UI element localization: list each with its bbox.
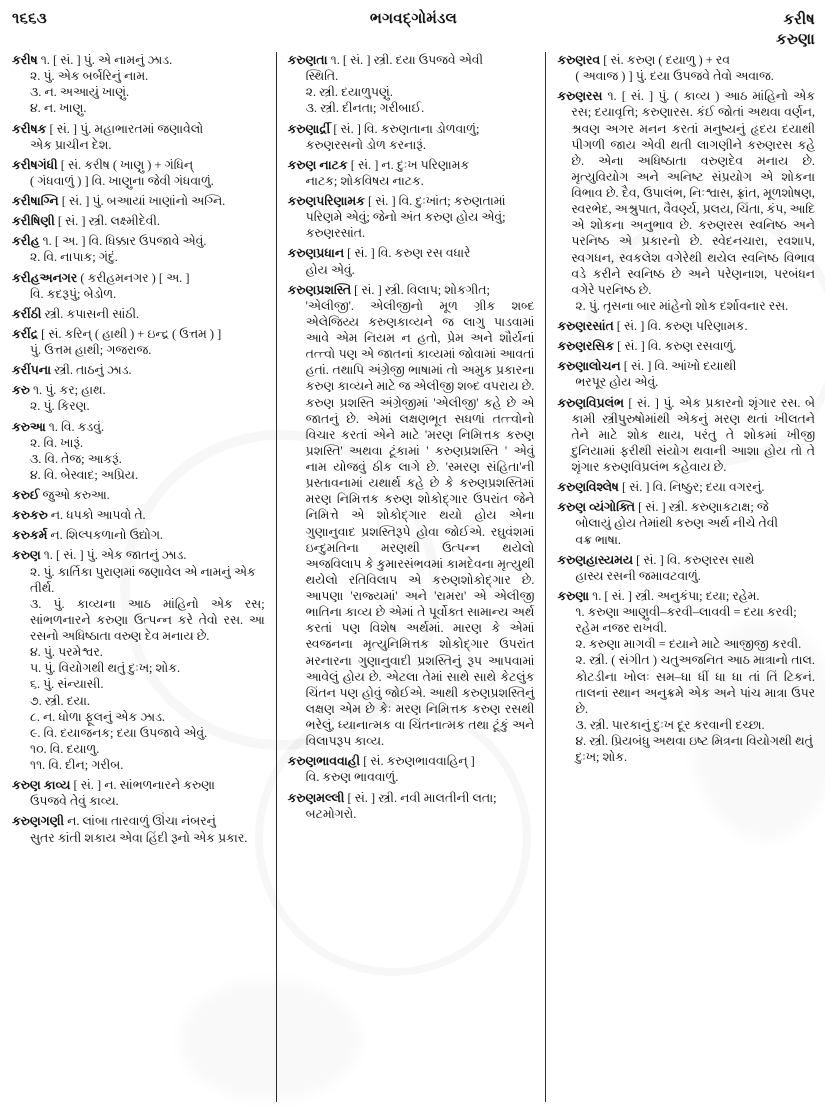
entry-sense-line: એક પ્રાચીન દેશ. <box>30 137 112 152</box>
entry-headword-line: કરુ ૧. પું. કર; હાથ. <box>12 383 106 398</box>
headword: કરુણપ્રધાન <box>287 246 345 261</box>
entry-sense-line: ૧૦. વિ. દયાળુ. <box>30 741 100 756</box>
entry-sense-line: હોય એવું. <box>305 262 355 277</box>
entry-headword-line: કરુણરસાંત [ સં. ] વિ. કરુણ પરિણામક. <box>557 319 748 333</box>
entry-sense-line: હાસ્ય રસની જમાવટવાળું. <box>575 568 701 583</box>
entry-sense-line: કરુણરસનો ડોળ કરનારૂં. <box>305 137 426 152</box>
dictionary-entry <box>557 338 815 354</box>
headword: કરીંદ્ર <box>12 326 39 341</box>
headword: કરુણ વ્યંગોક્તિ <box>557 500 635 515</box>
entry-headword-line: કરુઈ જુઓ કરુઆ. <box>12 488 110 502</box>
headword: કરુ <box>12 383 30 398</box>
text-column-2 <box>278 52 545 1102</box>
dictionary-entry <box>12 52 265 117</box>
entry-headword-line: કરીષગંધી [ સં. કરીષ ( ખાણુ ) + ગંધિન્ <box>12 157 194 172</box>
running-head <box>12 8 815 52</box>
entry-sense-line: ૪. વિ. બેસ્વાદ; અપ્રિય. <box>30 467 139 482</box>
column-rule-2 <box>545 52 546 1102</box>
entry-sense-line: ૨. વિ. ખારૂં. <box>30 435 84 450</box>
headword: કરુણભાવવાહી <box>287 754 361 769</box>
entry-sense-line: ૧૧. વિ. દીન; ગરીબ. <box>30 758 124 772</box>
headword: કરુણ નાટક <box>287 157 348 172</box>
entry-sense-line: વક્ર ભાષા. <box>575 532 621 547</box>
entry-sense-line: ૨. પું. કિરણ. <box>30 399 90 414</box>
entry-sense-line: ૭. સ્ત્રી. દયા. <box>30 693 90 708</box>
entry-sense-line: ૨. કરુણા માગવી = દયાને માટે આજીજી કરવી. <box>575 637 802 652</box>
entry-headword-line: કરુણરવ [ સં. કરુણ ( દયાળુ ) + રવ <box>557 53 730 67</box>
dictionary-entry <box>12 157 265 189</box>
dictionary-entry <box>12 419 265 484</box>
dictionary-entry <box>12 507 265 523</box>
dictionary-entry <box>12 362 265 378</box>
dictionary-entry <box>557 358 815 390</box>
text-column-1 <box>12 52 275 1102</box>
headword: કરીષાગ્નિ <box>12 194 59 208</box>
entry-sense-line: ૩. સ્ત્રી. પારકાનું દુઃખ દૂર કરવાની દચ્છા. <box>575 717 765 732</box>
entry-sense-line: ૨. પું. તૃસના બાર માંહેનો શોક દર્શાવનાર રસ. <box>575 298 789 313</box>
headword: કરુણાર્દ્રી <box>287 121 331 136</box>
entry-sense-line: ૬. પું. સંન્યાસી. <box>30 677 104 692</box>
dictionary-entry <box>557 479 815 495</box>
dictionary-entry <box>288 121 535 153</box>
entry-headword-line: કરુણરસિક [ સં. ] વિ. કરુણ રસવાળું. <box>557 339 737 354</box>
entry-sense-line: ૨. પું. કાર્તિકા પુરાણમાં જણાવેલ એ નામનું એક તીર્થ. <box>30 564 256 595</box>
headword: કરુકરુ <box>12 508 48 523</box>
headword: કરુણવિપ્રલંભ <box>557 395 624 410</box>
dictionary-entry <box>557 88 815 314</box>
guide-words <box>665 8 815 51</box>
entry-headword-line: કરીહઅનગર ( કરીહમનગર ) [ અ. ] <box>12 270 190 285</box>
entry-headword-line: કરીંઠી સ્ત્રી. કપાસની સાંઠી. <box>12 306 140 321</box>
entry-sense-line: ૧. કરુણા આણુવી–કરવી–લાવવી = દયા કરવી; રહેમ નજર રાખવી. <box>575 605 797 636</box>
entry-sense-line: ૪. સ્ત્રી. પ્રિયબંધુ અથવા ઇષ્ટ મિત્રના વિયોગથી થતું દુઃખ; શોક. <box>575 734 813 765</box>
entry-headword-line: કરુણ કાવ્ય [ સં. ] ન. સાંભળનારને કરુણા <box>12 778 215 793</box>
headword: કરીહ <box>12 234 40 249</box>
entry-sense-line: ૨. પું. એક બર્બરિનું નામ. <box>30 69 149 84</box>
dictionary-entry <box>288 282 535 750</box>
dictionary-entry <box>12 193 265 209</box>
entry-sense-line: ૩. પું. કાવ્યના આઠ માંહિનો એક રસ; સાંભળનારને કરુણા ઉત્પન્ન કરે તેવો રસ. આ રસનો અધિષ્ઠાતા વરુણ દેવ મનાય છે. <box>30 596 265 643</box>
entry-headword-line: કરુણપ્રધાન [ સં. ] વિ. કરુણ રસ વધારે <box>287 246 471 261</box>
entry-sense-line: ૨. વિ. નાપાક; ગંદું. <box>30 250 118 265</box>
headword: કરુણરવ <box>557 53 601 67</box>
headword: કરુણગણી <box>12 814 65 829</box>
entry-headword-line: કરીષ ૧. [ સં. ] પું. એ નામનું ઝાડ. <box>12 53 173 67</box>
entry-headword-line: કરુણમલ્લી [ સં. ] સ્ત્રી. નવી માલતીની લતા; <box>287 790 497 805</box>
entry-headword-line: કરુણરસ ૧. [ સં. ] પું. ( કાવ્ય ) આઠ માંહિનો એક રસ; દયાવૃત્તિ; કરુણારસ. કંઈ જોતાં અથવા વર્ણન, શ્રવણ અગર મનન કરતાં મનુષ્યનું હૃદય દયાથી પીગળી જાય એવી થતી લાગણીને કરુણરસ કહે છે. એના અધિષ્ઠાતા વરુણદેવ મનાય છે. મૃત્યુવિયોગ અને અનિષ્ટ સંપ્રયોગ એ શોકના વિભાવ છે. દૈવ, ઉપાલંભ, નિઃશ્વાસ, ફ્રાંત, મૂળશોષણ, સ્વરભેદ, અશ્રુપાત, વૈવર્ણ્ય, પ્રલય, ચિંતા, કંપ, આદિ એ શોકના અનુભાવ છે. કરુણરસ સ્વનિષ્ઠ અને પરનિષ્ઠ એ પ્રકારનો છે. સ્વેદનચારા, રવશાપ, સ્વગધન, સ્વકલેશ વગેરેથી થયેલ સ્વનિષ્ઠ વિભાવ વડે કરીને સ્વનિષ્ઠ છે અને પરેણનાશ, પરબંધન વગેરે પરનિષ્ઠ છે. <box>557 89 816 297</box>
entry-headword-line: કરીંદ્ર [ સં. કરિન્ ( હાથી ) + ઇન્દ્ર ( ઉત્તમ ) ] <box>12 326 222 341</box>
entry-sense-line: ૩. ન. અઆયું ખાણું. <box>30 85 130 100</box>
headword: કરુણતા <box>287 53 328 67</box>
entry-sense-line: નાટક; શોકવિષય નાટક. <box>305 173 424 188</box>
entry-headword-line: કરુકરુ ન. ધપકો આપવો તે. <box>12 508 146 523</box>
entry-headword-line: કરુણહાસ્યમય [ સં. ] વિ. કરુણરસ સાથે <box>557 552 755 567</box>
dictionary-entry <box>288 790 535 822</box>
entry-sense-line: સુતર કાંતી શકાય એવા હિંદી રૂનો એક પ્રકાર. <box>30 830 248 845</box>
entry-sense-line: ૨. સ્ત્રી. ( સંગીત ) ચતુઅજનિત આઠ માત્રાનો તાલ. કોટડીના ખોલઃ સમ–ધા ધીં ધા ધા તાં તિં ટિકનં. તાલનાં સ્થાન અનુક્રમે એક અને પાંચ માત્રા ઉપર છે. <box>575 653 816 716</box>
dictionary-entry <box>557 318 815 334</box>
dictionary-entry <box>557 52 815 84</box>
headword: કરુણવિશ્લેષ <box>557 480 619 495</box>
page-number: ૧૬૬૩ <box>12 11 47 27</box>
headword: કરુણમલ્લી <box>287 790 345 805</box>
entry-headword-line: કરુણવિપ્રલંભ [ સં. ] પું. એક પ્રકારનો શૃંગાર રસ. બે કામી સ્ત્રીપુરુષોમાંથી એકનું મરણ થતાં ખીલતને તેને માટે શોક થાય, પરંતુ તે શોકમાં ખીજી દુનિયામાં ફરીથી સંયોગ થવાની આશા હોય તો તે શૃંગાર કરુણવિપ્રલંભ કહેવાય છે. <box>557 395 816 474</box>
entry-headword-line: કરીષાગ્નિ [ સં. ] પું. બઆયાં ખાણાંનો અગ્નિ. <box>12 194 226 208</box>
entry-headword-line: કરુણ નાટક [ સં. ] ન. દુઃખ પરિણામક <box>287 157 470 172</box>
column-container <box>12 52 815 1102</box>
dictionary-entry <box>12 121 265 153</box>
entry-headword-line: કરુણા ૧. [ સં. ] સ્ત્રી. અનુકંપા; દયા; રહેમ. <box>557 588 760 603</box>
dictionary-entry <box>12 213 265 229</box>
entry-sense-line: 'એલીજી'. એલીજીનો મૂળ ગ્રીક શબ્દ એલેજિય્ય કરુણકાવ્યને જ લાગુ પાડવામાં આવે એમ નિયમ ન હતો, પ્રેમ અને શૌર્યનાં તત્ત્વો પણ એ જાતનાં કાવ્યમાં જોવામાં આવતાં હતાં. તથાપિ અંગ્રેજી ભાષામાં તો અમુક પ્રકારના કરુણ કાવ્યને માટે જ એલીજી શબ્દ વપરાય છે. કરુણ પ્રશસ્તિ અંગ્રેજીમાં 'એલીજી' કહે છે એ જાતનું છે. એમાં લક્ષણભૂત સધળાં તત્ત્વોનો વિચાર કરતાં એને માટે 'મરણ નિમિત્તક કરુણ પ્રશસ્તિ' અથવા ટૂંકામાં ' કરુણપ્રશસ્તિ ' એવું નામ યોજવું ઠીક લાગે છે. 'સ્મરણ સંહિતા'ની પ્રસ્તાવનામાં યથાર્થ કહે છે કે કરુણપ્રશસ્તિમાં મરણ નિમિત્તક કરુણ શોકોદ્ગાર ઉપરાંત જેને નિમિત્તે એ શોકોદ્ગાર થયો હોય એના ગુણાનુવાદ પ્રશસ્તિરૂપે હોવા જોઈએ. રઘુવંશમાં ઇન્દુમતિના મરણથી ઉત્પન્ન થયેલો અજવિલાપ કે કુમારસંભવમાં કામદેવના મૃત્યુથી થયેલો રતિવિલાપ એ કરુણશોકોદ્ગાર છે. આપણા 'રાજ્યમાં' અને 'રામરા' એ એલીજી ભાતિના કાવ્ય છે એમાં તે પૂર્વોક્ત સામાન્ય અર્થ કરતાં પણ વિશેષ અર્થમાં. મારણ કે એમાં સ્વજનના મૃત્યુનિમિત્તક શોકોદ્ગાર ઉપરાંત મરનારના ગુણાનુવાદી પ્રશસ્તિનું રૂપ આપવામાં આવેલું હોય છે. એટલા તેમાં સાથે સાથે કેટલુંક ચિંતન પણ હોવું જોઈએ. આથી કરુણપ્રશસ્તિનું લક્ષણ એમ છે કેઃ મરણ નિમિત્તક કરુણ રસથી ભરેલું, ધ્યાનાત્મક વા ચિંતનાત્મક તથા ટૂંકું અને વિલાપરૂપ કાવ્ય. <box>305 298 535 749</box>
entry-sense-line: પું. ઉત્તમ હાથી; ગજરાજ. <box>30 343 152 357</box>
column-rule-1 <box>276 52 277 1102</box>
entry-headword-line: કરીહ ૧. [ અ. ] વિ. ધિક્કાર ઉપજાવે એવું. <box>12 234 207 249</box>
guide-word-first: કરીષ <box>783 12 815 28</box>
entry-headword-line: કરુણપરિણામક [ સં. ] વિ. દુઃખાંત; કરુણતામાં <box>287 194 506 208</box>
dictionary-entry <box>288 245 535 277</box>
dictionary-entry <box>288 193 535 241</box>
headword: કરુણપ્રશસ્તિ <box>287 282 352 297</box>
headword: કરુઈ <box>12 488 40 502</box>
headword: કરુણ <box>12 548 41 563</box>
headword: કરીહઅનગર <box>12 270 78 285</box>
entry-sense-line: ઉપજવે તેવું કાવ્ય. <box>30 794 119 809</box>
dictionary-entry <box>12 382 265 414</box>
entry-headword-line: કરુણગણી ન. લાંબા તારવાળું ઊંચા નંબરનું <box>12 814 216 829</box>
headword: કરીષિણી <box>12 214 55 229</box>
entry-headword-line: કરુકર્મ ન. શિલ્પકળાનો ઉદ્યોગ. <box>12 528 163 543</box>
dictionary-entry <box>557 552 815 584</box>
headword: કરીંઠી <box>12 306 42 321</box>
entry-sense-line: પરિણમે એવું; જેનો અંત કરુણ હોય એવું; <box>305 210 506 225</box>
headword: કરીંપના <box>12 363 52 378</box>
book-title: ભગવદ્ગોમંડલ <box>369 11 458 27</box>
dictionary-entry <box>12 233 265 265</box>
entry-sense-line: ( ગંધવાળું ) ] વિ. ખાણુના જેવી ગંધવાળું. <box>30 173 214 188</box>
entry-headword-line: કરુણપ્રશસ્તિ [ સં. ] સ્ત્રી. વિલાપ; શોકગીત; <box>287 282 490 297</box>
headword: કરુણપરિણામક <box>287 194 365 208</box>
dictionary-entry <box>12 306 265 322</box>
entry-sense-line: ૩. સ્ત્રી. દીનતા; ગરીબાઈ. <box>305 101 425 116</box>
entry-headword-line: કરુણાલોચન [ સં. ] વિ. આંખો દયાથી <box>557 359 737 374</box>
entry-headword-line: કરીષિણી [ સં. ] સ્ત્રી. લક્ષ્મીદેવી. <box>12 214 161 229</box>
guide-word-last: કરુણા <box>776 32 815 49</box>
entry-sense-line: સ્થિતિ. <box>305 69 339 84</box>
headword: કરુણહાસ્યમય <box>557 552 634 567</box>
dictionary-entry <box>557 588 815 765</box>
entry-headword-line: કરુણભાવવાહી [ સં. કરુણભાવવાહિન્ ] <box>287 754 475 769</box>
headword: કરુણાલોચન <box>557 359 621 374</box>
entry-headword-line: કરુણતા ૧. [ સં. ] સ્ત્રી. દયા ઉપજવે એવી <box>287 53 484 67</box>
dictionary-entry <box>288 157 535 189</box>
entry-headword-line: કરુણવિશ્લેષ [ સં. ] વિ. નિષ્ઠુર; દયા વગરનું. <box>557 480 765 495</box>
entry-headword-line: કરુણ ૧. [ સં. ] પું. એક જાતનું ઝાડ. <box>12 548 187 563</box>
entry-sense-line: વિ. કદરૂપું; બેડોળ. <box>30 286 117 301</box>
entry-sense-line: ૩. વિ. તેજ; આકરૂં. <box>30 451 122 466</box>
dictionary-entry <box>557 499 815 547</box>
dictionary-entry <box>12 547 265 773</box>
dictionary-entry <box>12 487 265 503</box>
headword: કરીષ <box>12 53 38 67</box>
entry-sense-line: વિ. કરુણ ભાવવાળું. <box>305 770 399 785</box>
dictionary-entry <box>12 527 265 543</box>
entry-sense-line: ૫. પું. વિયોગથી થતું દુઃખ; શોક. <box>30 661 181 676</box>
headword: કરુણા <box>557 588 590 603</box>
entry-sense-line: ભરપૂર હોય એવું. <box>575 375 659 390</box>
entry-headword-line: કરીષક [ સં. ] પું. મહાભારતમાં જણાવેલો <box>12 121 204 136</box>
entry-sense-line: કરુણરસાંત. <box>305 226 366 241</box>
dictionary-entry <box>12 777 265 809</box>
entry-sense-line: ૪. ન. ખાણુ. <box>30 101 87 116</box>
entry-sense-line: ૯. વિ. દયાજનક; દયા ઉપજાવે એવું. <box>30 725 208 740</box>
entry-sense-line: ૮. ન. ધોળા ફૂલનું એક ઝાડ. <box>30 709 165 724</box>
headword: કરીષક <box>12 121 47 136</box>
entry-sense-line: બટમોગરો. <box>305 806 357 821</box>
headword: કરુઆ <box>12 419 46 434</box>
dictionary-entry <box>12 813 265 845</box>
dictionary-entry <box>12 270 265 302</box>
headword: કરુણરસ <box>557 89 603 104</box>
entry-sense-line: બોલાયું હોય તેમાંથી કરુણ અર્થ નીચે તેવી <box>575 516 779 531</box>
entry-sense-line: ૪. પું. પરમેશ્વર. <box>30 645 103 660</box>
dictionary-entry <box>288 753 535 785</box>
entry-sense-line: ( અવાજ ) ] પું. દયા ઉપજવે તેવો અવાજ. <box>575 69 774 84</box>
entry-headword-line: કરુણ વ્યંગોક્તિ [ સં. ] સ્ત્રી. કરુણાકટાક્ષ; જે <box>557 500 769 515</box>
dictionary-entry <box>12 326 265 358</box>
dictionary-entry <box>288 52 535 117</box>
text-column-3 <box>547 52 815 1102</box>
headword: કરુણરસિક <box>557 339 615 354</box>
headword: કરીષગંધી <box>12 157 58 172</box>
headword: કરુકર્મ <box>12 528 48 543</box>
entry-headword-line: કરુણાર્દ્રી [ સં. ] વિ. કરુણતાના ડોળવાળું; <box>287 121 480 136</box>
entry-headword-line: કરુઆ ૧. વિ. કડવું. <box>12 419 105 434</box>
entry-headword-line: કરીંપના સ્ત્રી. તાઠનું ઝાડ. <box>12 363 132 378</box>
dictionary-entry <box>557 395 815 476</box>
headword: કરુણરસાંત <box>557 319 614 333</box>
headword: કરુણ કાવ્ય <box>12 778 71 793</box>
entry-sense-line: ૨. સ્ત્રી. દયાળુપણું. <box>305 85 393 100</box>
